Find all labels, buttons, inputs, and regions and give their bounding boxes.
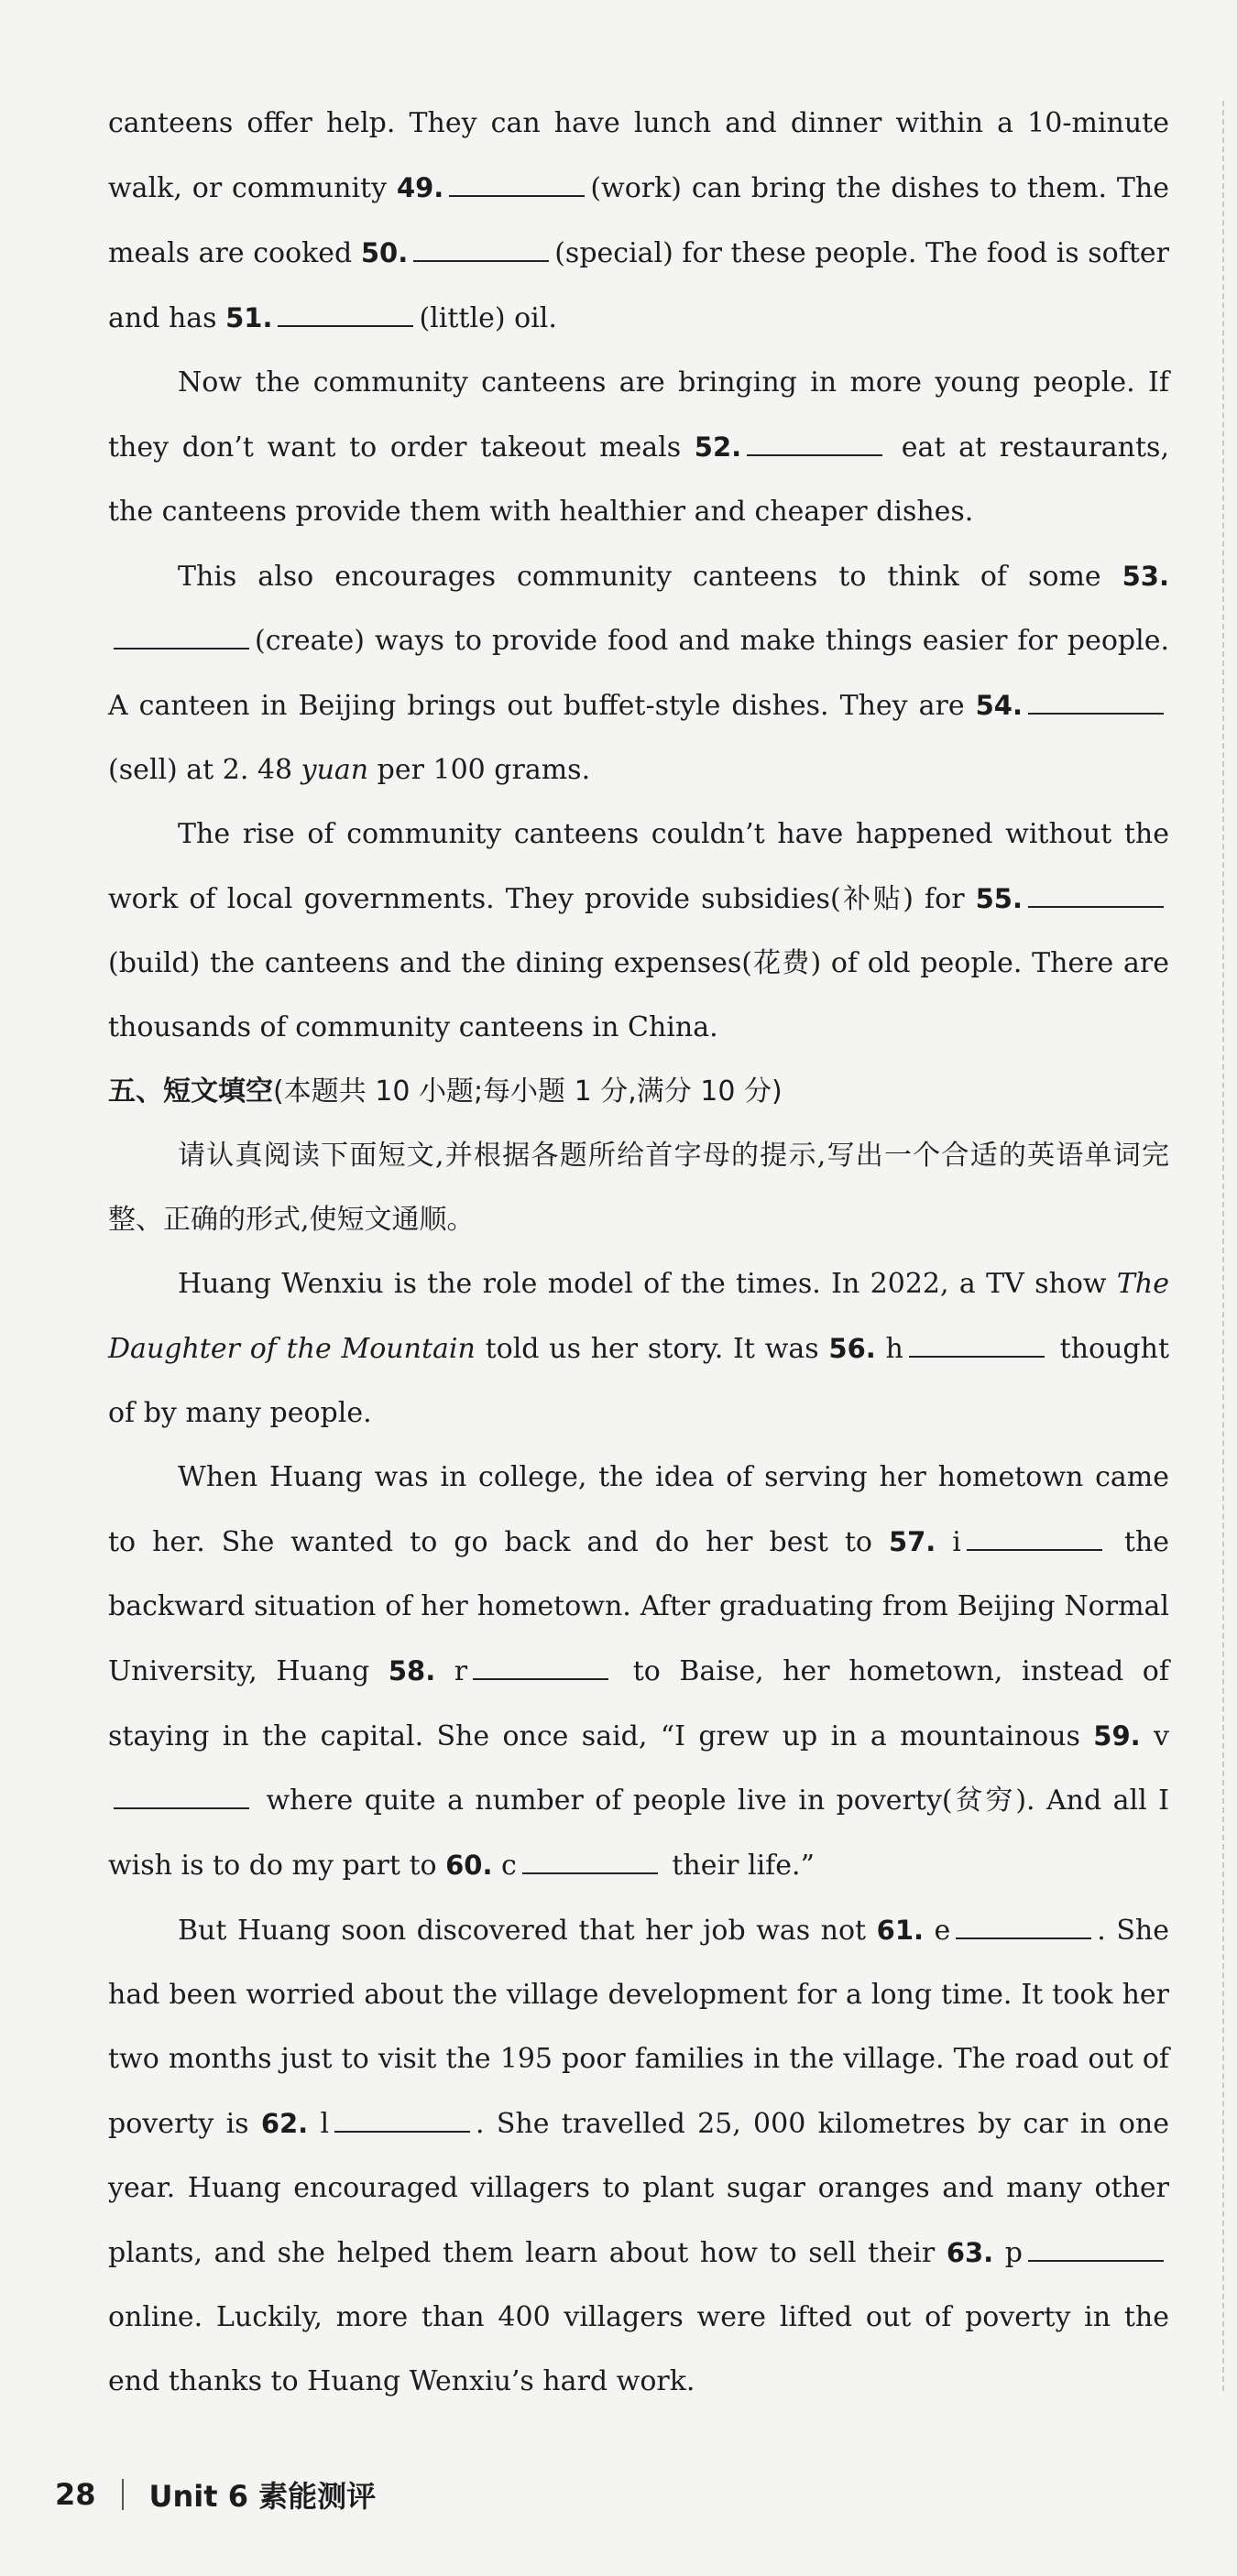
section-heading: [108, 1060, 1169, 1124]
answer-blank[interactable]: [956, 1916, 1091, 1939]
text-run: e: [924, 1915, 951, 1947]
text-run: to Baise, her hometown, instead of staying in the capital. She once said, “I grew up in a mountainous: [108, 1655, 1169, 1752]
text-run: their life.”: [662, 1850, 815, 1882]
text-run: h: [875, 1333, 903, 1365]
question-number: 49.: [396, 172, 444, 203]
answer-blank[interactable]: [967, 1527, 1102, 1551]
text-run: thought of by many people.: [108, 1333, 1169, 1429]
italic-text: yuan: [301, 754, 369, 786]
answer-blank[interactable]: [334, 2109, 470, 2133]
section-instruction: 请认真阅读下面短文,并根据各题所给首字母的提示,写出一个合适的英语单词完整、正确的形式,使短文通顺。: [108, 1140, 1169, 1236]
text-run: When Huang was in college, the idea of serving her hometown came to her. She wanted to go back and do her best to: [108, 1461, 1169, 1558]
answer-blank[interactable]: [1028, 2238, 1164, 2262]
text-run: . She had been worried about the village development for a long time. It took her two months just to visit the 195 poor families in the village. The road out of poverty is: [108, 1915, 1169, 2140]
text-run: l: [308, 2108, 330, 2140]
paragraph: [108, 1898, 1169, 2414]
paragraph: [108, 802, 1169, 1060]
italic-text: The Daughter of the Mountain: [108, 1268, 1169, 1365]
question-number: 60.: [445, 1850, 493, 1881]
text-run: (special) for these people. The food is softer and has: [108, 237, 1169, 334]
text-run: i: [936, 1526, 961, 1558]
answer-blank[interactable]: [278, 303, 413, 327]
text-run: r: [435, 1655, 468, 1687]
text-run: told us her story. It was: [475, 1333, 829, 1365]
paragraph: [108, 544, 1169, 802]
question-number: 56.: [828, 1333, 876, 1364]
word-fill-passage: [108, 1252, 1169, 2414]
reading-text: [108, 92, 1169, 2414]
question-number: 57.: [888, 1526, 936, 1557]
text-run: v: [1140, 1720, 1169, 1752]
answer-blank[interactable]: [114, 1785, 249, 1809]
page-footer: [55, 2473, 376, 2516]
text-run: Now the community canteens are bringing in more young people. If they don’t want to order takeout meals: [108, 366, 1169, 464]
paragraph: [108, 92, 1169, 351]
question-number: 51.: [225, 302, 273, 333]
answer-blank[interactable]: [1028, 691, 1164, 715]
text-run: (work) can bring the dishes to them. The meals are cooked: [108, 172, 1169, 269]
question-number: 53.: [1122, 561, 1169, 592]
text-run: Huang Wenxiu is the role model of the times. In 2022, a TV show: [178, 1268, 1117, 1300]
answer-blank[interactable]: [747, 432, 882, 456]
question-number: 61.: [876, 1915, 925, 1946]
question-number: 52.: [694, 431, 742, 463]
text-run: . She travelled 25, 000 kilometres by car in one year. Huang encouraged villagers to plant sugar oranges and many other plants, and she helped them learn about how to sell their: [108, 2108, 1169, 2269]
question-number: 59.: [1093, 1720, 1141, 1752]
question-number: 55.: [975, 883, 1023, 914]
text-run: c: [492, 1850, 517, 1882]
text-run: the backward situation of her hometown. After graduating from Beijing Normal University, Huang: [108, 1526, 1169, 1687]
paragraph: [108, 1446, 1169, 1898]
text-run: But Huang soon discovered that her job was not: [178, 1915, 877, 1947]
page-number: 28: [55, 2477, 96, 2512]
text-run: (build) the canteens and the dining expenses(花费) of old people. There are thousands of community canteens in China.: [108, 947, 1169, 1043]
question-number: 50.: [360, 237, 409, 268]
section-note: (本题共 10 小题;每小题 1 分,满分 10 分): [273, 1075, 783, 1108]
text-run: online. Luckily, more than 400 villagers were lifted out of poverty in the end thanks to Huang Wenxiu’s hard work.: [108, 2301, 1169, 2397]
text-run: (little) oil.: [419, 302, 557, 334]
footer-divider: [122, 2479, 124, 2510]
text-run: (sell) at 2. 48: [108, 754, 301, 786]
text-run: p: [993, 2237, 1023, 2269]
text-run: canteens offer help. They can have lunch and dinner within a 10-minute walk, or community: [108, 107, 1169, 204]
answer-blank[interactable]: [909, 1334, 1045, 1358]
answer-blank[interactable]: [114, 626, 249, 649]
paragraph: [108, 1252, 1169, 1446]
section-title: 五、短文填空: [108, 1075, 273, 1108]
answer-blank[interactable]: [1028, 884, 1164, 908]
text-run: eat at restaurants, the canteens provide them with healthier and cheaper dishes.: [108, 431, 1169, 528]
text-run: This also encourages community canteens to think of some: [178, 561, 1122, 593]
text-run: (create) ways to provide food and make things easier for people. A canteen in Beijing brings out buffet-style dishes. They are: [108, 625, 1169, 722]
text-run: where quite a number of people live in poverty(贫穷). And all I wish is to do my part to: [108, 1785, 1169, 1882]
question-number: 58.: [388, 1655, 436, 1686]
binding-line: [1222, 101, 1224, 2391]
text-run: per 100 grams.: [368, 754, 591, 786]
answer-blank[interactable]: [449, 173, 585, 197]
answer-blank[interactable]: [473, 1656, 608, 1680]
text-run: The rise of community canteens couldn’t have happened without the work of local governments. They provide subsidies(补贴) for: [108, 818, 1169, 915]
unit-label: Unit 6 素能测评: [148, 2479, 377, 2514]
question-number: 54.: [975, 690, 1023, 721]
question-number: 63.: [946, 2237, 994, 2268]
paragraph: [108, 351, 1169, 544]
question-number: 62.: [260, 2108, 309, 2139]
answer-blank[interactable]: [522, 1850, 658, 1874]
cloze-passage: [108, 92, 1169, 1060]
answer-blank[interactable]: [413, 238, 549, 262]
